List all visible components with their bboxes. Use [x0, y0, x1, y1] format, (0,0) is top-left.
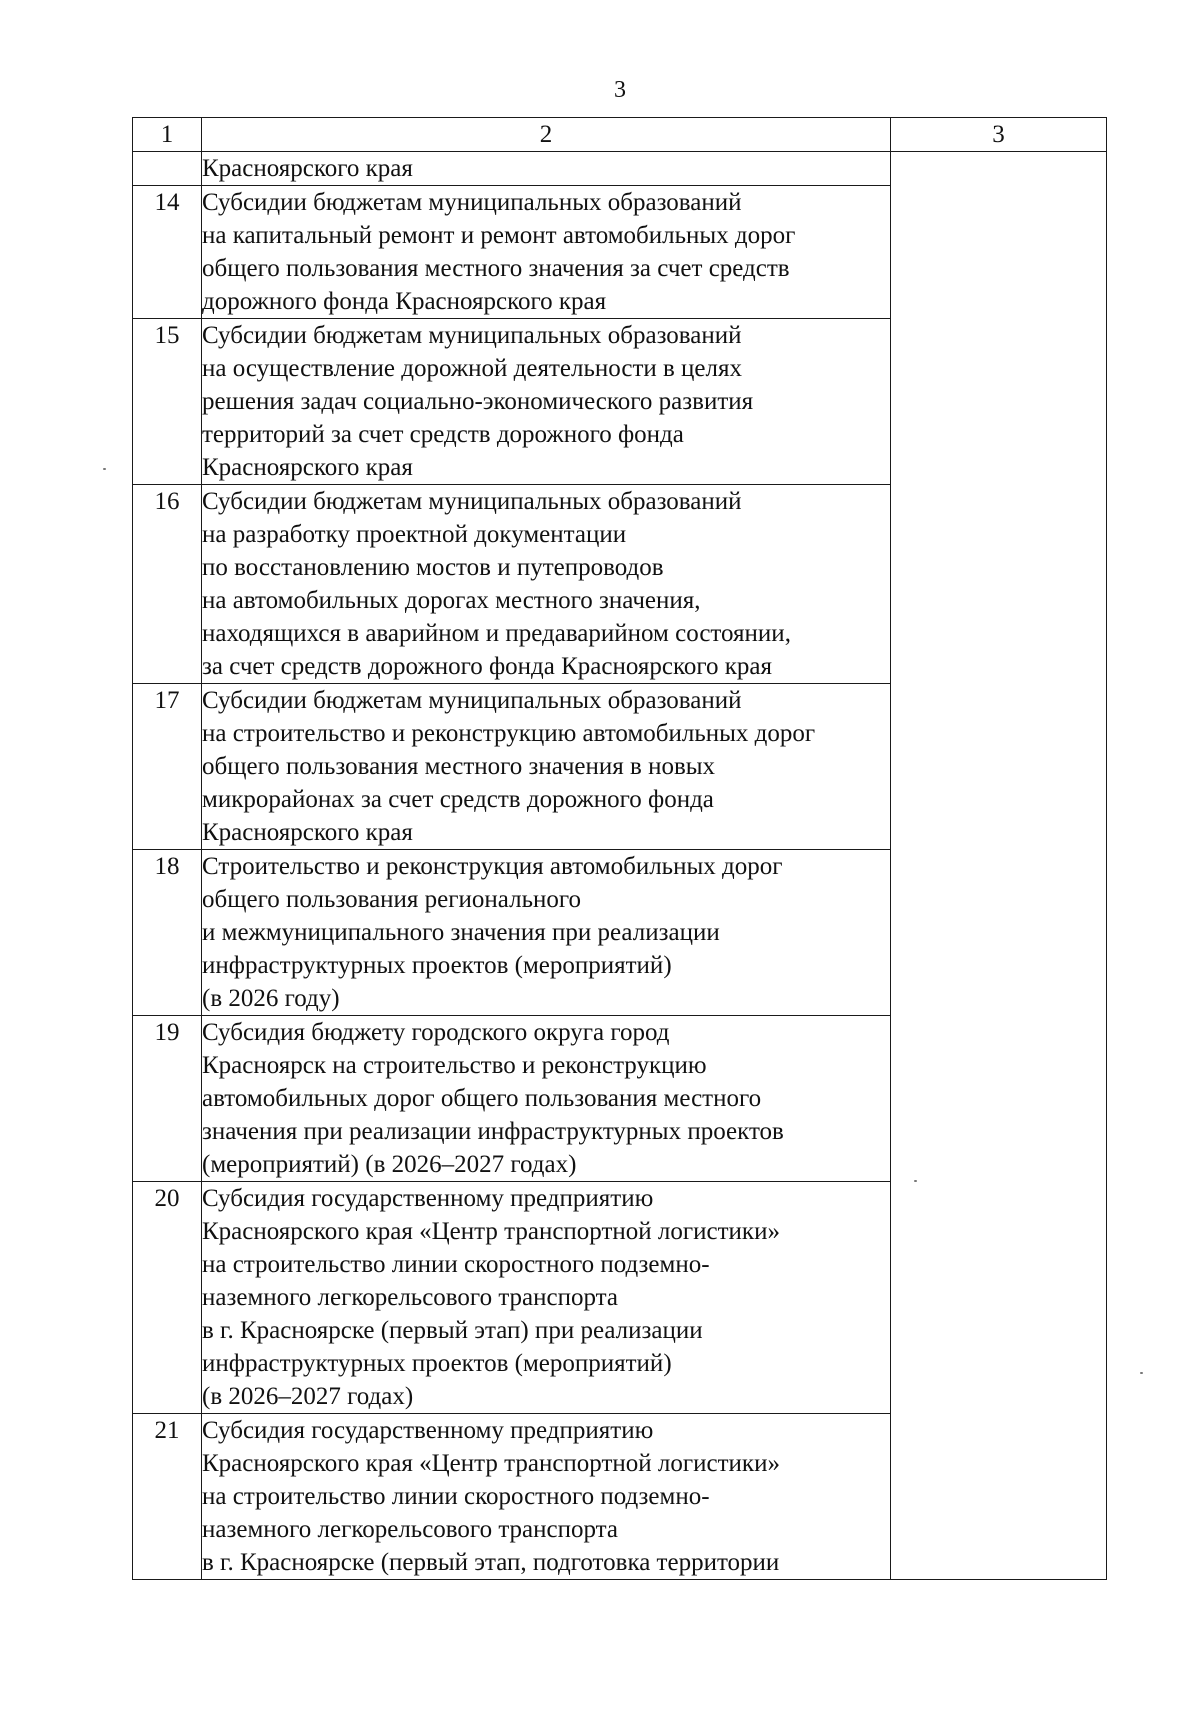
row-description-line: на разработку проектной документации [202, 521, 627, 548]
row-number: 17 [133, 684, 202, 850]
page-number: 3 [614, 77, 626, 103]
row-description [202, 684, 891, 850]
row-description [202, 319, 891, 485]
row-description-line: дорожного фонда Красноярского края [202, 288, 607, 315]
row-description-line: Красноярского края «Центр транспортной логистики» [202, 1218, 780, 1245]
row-description-line: Красноярского края [202, 155, 413, 182]
table-row [133, 152, 1107, 186]
header-col-1: 1 [133, 118, 202, 152]
row-description-line: наземного легкорельсового транспорта [202, 1284, 618, 1311]
row-description-line: Субсидии бюджетам муниципальных образований [202, 488, 742, 515]
scan-speck [914, 1180, 917, 1182]
header-col-2: 2 [202, 118, 891, 152]
row-number [133, 152, 202, 186]
scan-speck [1140, 1372, 1143, 1374]
row-description-line: Красноярского края [202, 454, 413, 481]
row-description-line: Субсидия государственному предприятию [202, 1185, 654, 1212]
row-description [202, 1016, 891, 1182]
row-description-line: решения задач социально-экономического развития [202, 388, 754, 415]
row-description [202, 186, 891, 319]
row-description-line: по восстановлению мостов и путепроводов [202, 554, 664, 581]
row-description-line: на строительство и реконструкцию автомобильных дорог [202, 720, 816, 747]
row-description-line: Субсидия бюджету городского округа город [202, 1019, 670, 1046]
row-description-line: находящихся в аварийном и предаварийном состоянии, [202, 620, 791, 647]
row-description-line: Субсидии бюджетам муниципальных образований [202, 189, 742, 216]
table-body [133, 118, 1107, 1580]
row-description-line: Субсидии бюджетам муниципальных образований [202, 687, 742, 714]
row-description-line: микрорайонах за счет средств дорожного фонда [202, 786, 714, 813]
row-description-line: Красноярск на строительство и реконструкцию [202, 1052, 707, 1079]
row-description [202, 1414, 891, 1580]
row-description-line: Субсидии бюджетам муниципальных образований [202, 322, 742, 349]
row-description-line: Строительство и реконструкция автомобильных дорог [202, 853, 783, 880]
document-table [132, 117, 1107, 1580]
row-description-line: на строительство линии скоростного подземно- [202, 1251, 710, 1278]
row-description-line: наземного легкорельсового транспорта [202, 1516, 618, 1543]
column-3-cell [891, 152, 1107, 1580]
row-description-line: и межмуниципального значения при реализации [202, 919, 720, 946]
row-description-line: на капитальный ремонт и ремонт автомобильных дорог [202, 222, 796, 249]
row-description-line: Субсидия государственному предприятию [202, 1417, 654, 1444]
row-description-line: территорий за счет средств дорожного фонда [202, 421, 684, 448]
row-description-line: за счет средств дорожного фонда Красноярского края [202, 653, 772, 680]
row-description-line: инфраструктурных проектов (мероприятий) [202, 1350, 672, 1377]
row-number: 21 [133, 1414, 202, 1580]
row-description-line: инфраструктурных проектов (мероприятий) [202, 952, 672, 979]
row-description [202, 850, 891, 1016]
row-number: 15 [133, 319, 202, 485]
row-description [202, 152, 891, 186]
row-description-line: в г. Красноярске (первый этап, подготовка территории [202, 1549, 780, 1576]
header-col-3: 3 [891, 118, 1107, 152]
row-description-line: (в 2026–2027 годах) [202, 1383, 414, 1410]
row-description-line: на автомобильных дорогах местного значения, [202, 587, 701, 614]
table-header-row [133, 118, 1107, 152]
row-description-line: автомобильных дорог общего пользования местного [202, 1085, 762, 1112]
row-number: 16 [133, 485, 202, 684]
row-description-line: общего пользования местного значения в новых [202, 753, 716, 780]
row-number: 20 [133, 1182, 202, 1414]
row-description-line: на строительство линии скоростного подземно- [202, 1483, 710, 1510]
scan-speck [103, 468, 106, 470]
row-number: 14 [133, 186, 202, 319]
row-description-line: в г. Красноярске (первый этап) при реализации [202, 1317, 703, 1344]
row-description-line: Красноярского края [202, 819, 413, 846]
row-description [202, 485, 891, 684]
row-description-line: общего пользования регионального [202, 886, 581, 913]
row-description-line: значения при реализации инфраструктурных проектов [202, 1118, 784, 1145]
row-description-line: на осуществление дорожной деятельности в целях [202, 355, 743, 382]
row-description-line: общего пользования местного значения за счет средств [202, 255, 790, 282]
row-number: 19 [133, 1016, 202, 1182]
row-description-line: (в 2026 году) [202, 985, 340, 1012]
row-number: 18 [133, 850, 202, 1016]
row-description-line: Красноярского края «Центр транспортной логистики» [202, 1450, 780, 1477]
row-description [202, 1182, 891, 1414]
row-description-line: (мероприятий) (в 2026–2027 годах) [202, 1151, 577, 1178]
